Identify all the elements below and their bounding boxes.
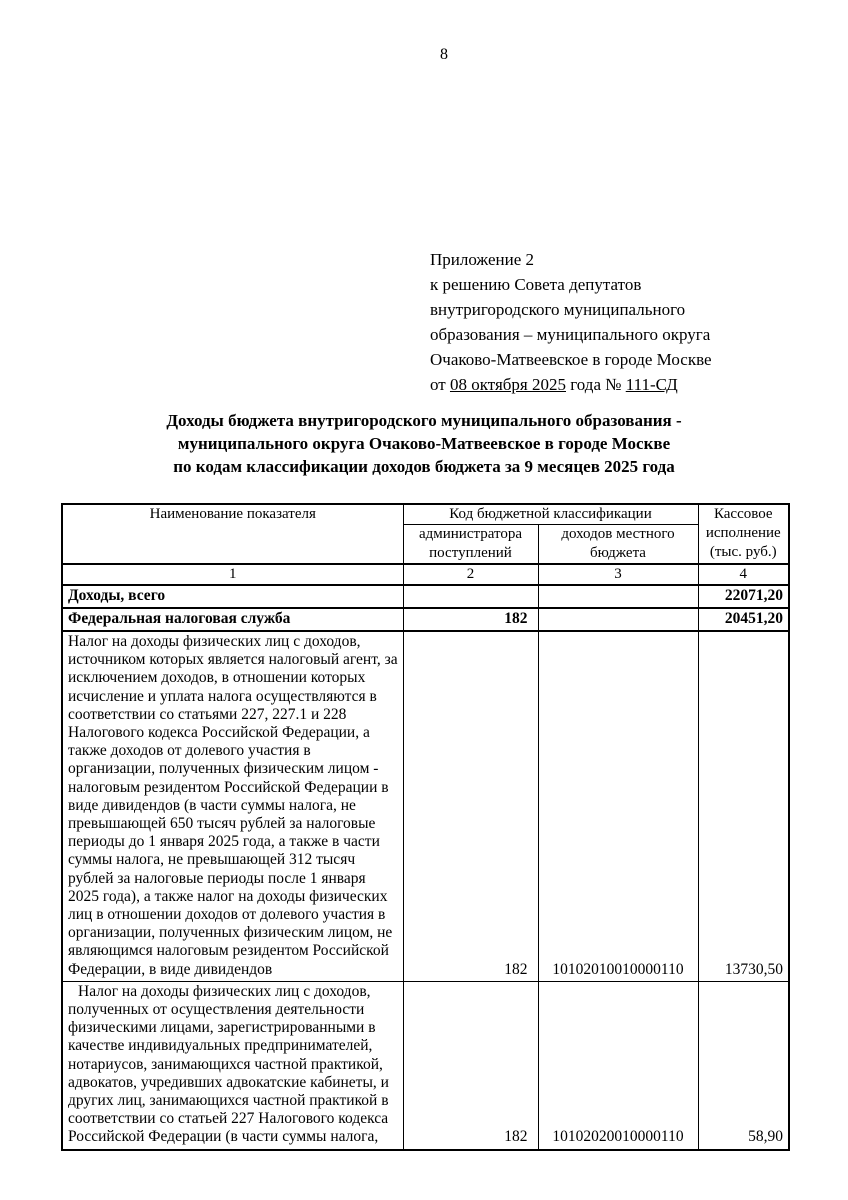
header-row-groups [62, 504, 789, 525]
admin-code-cell: 182 [403, 981, 538, 1149]
budget-code-cell: 10102020010000110 [538, 981, 698, 1149]
budget-code-cell [538, 608, 698, 631]
appendix-line: внутригородского муниципального [430, 300, 686, 319]
cash-value-cell: 13730,50 [698, 631, 789, 981]
budget-table [61, 503, 790, 1151]
header-code-group: Код бюджетной классификации [403, 504, 698, 525]
document-title [0, 409, 848, 478]
budget-code-cell [538, 585, 698, 608]
page-number: 8 [440, 46, 448, 63]
admin-code-cell: 182 [403, 608, 538, 631]
budget-code-cell: 10102010010000110 [538, 631, 698, 981]
row-name-cell: Федеральная налоговая служба [62, 608, 403, 631]
header-local-budget-column: доходов местного бюджета [538, 525, 698, 565]
table-row-fns [62, 608, 789, 631]
reference-middle: года № [566, 375, 626, 394]
appendix-line: образования – муниципального округа [430, 325, 711, 344]
cash-value-cell: 58,90 [698, 981, 789, 1149]
header-admin-column: администратора поступлений [403, 525, 538, 565]
appendix-line: к решению Совета депутатов [430, 275, 642, 294]
table-row-total [62, 585, 789, 608]
column-number: 2 [403, 564, 538, 585]
row-name-cell: Налог на доходы физических лиц с доходов, источником которых является налоговый агент, за исключением доходов, в отношении которых исчисление и уплата налога осуществляются в соответствии со статьями 227, 227.1 и 228 Налогового кодекса Российской Федерации, а также доходов от долевого участия в организации, полученных физическим лицом - налоговым резидентом Российской Федерации в виде дивидендов (в части суммы налога, не превышающей 650 тысяч рублей за налоговые периоды до 1 января 2025 года, а также в части суммы налога, не превышающей 312 тысяч рублей за налоговые периоды после 1 января 2025 года), а также налог на доходы физических лиц в отношении доходов от долевого участия в организации, полученных физическим лицом, не являющимся налоговым резидентом Российской Федерации, в виде дивидендов [62, 631, 403, 981]
reference-prefix: от [430, 375, 450, 394]
header-cash-column: Кассовое исполнение (тыс. руб.) [698, 504, 789, 564]
column-number: 1 [62, 564, 403, 585]
header-row-numbers [62, 564, 789, 585]
appendix-block [430, 247, 712, 397]
column-number: 4 [698, 564, 789, 585]
table-row-ndfl-agent [62, 631, 789, 981]
title-line: по кодам классификации доходов бюджета за 9 месяцев 2025 года [173, 457, 675, 476]
column-number: 3 [538, 564, 698, 585]
reference-number: 111-СД [625, 375, 678, 394]
table-row-ndfl-entrepreneurs [62, 981, 789, 1149]
row-name-cell: Налог на доходы физических лиц с доходов, полученных от осуществления деятельности физическими лицами, зарегистрированными в качестве индивидуальных предпринимателей, нотариусов, занимающихся частной практикой, адвокатов, учредивших адвокатские кабинеты, и других лиц, занимающихся частной практикой в соответствии со статьей 227 Налогового кодекса Российской Федерации (в части суммы налога, [62, 981, 403, 1149]
row-name-cell: Доходы, всего [62, 585, 403, 608]
title-line: Доходы бюджета внутригородского муниципального образования - [166, 411, 682, 430]
cash-value-cell: 22071,20 [698, 585, 789, 608]
admin-code-cell: 182 [403, 631, 538, 981]
appendix-line: Приложение 2 [430, 250, 534, 269]
title-line: муниципального округа Очаково-Матвеевское в городе Москве [177, 434, 671, 453]
reference-date: 08 октября 2025 [449, 375, 566, 394]
appendix-reference-line [430, 372, 712, 397]
header-name-column: Наименование показателя [62, 504, 403, 564]
cash-value-cell: 20451,20 [698, 608, 789, 631]
admin-code-cell [403, 585, 538, 608]
appendix-line: Очаково-Матвеевское в городе Москве [430, 350, 712, 369]
